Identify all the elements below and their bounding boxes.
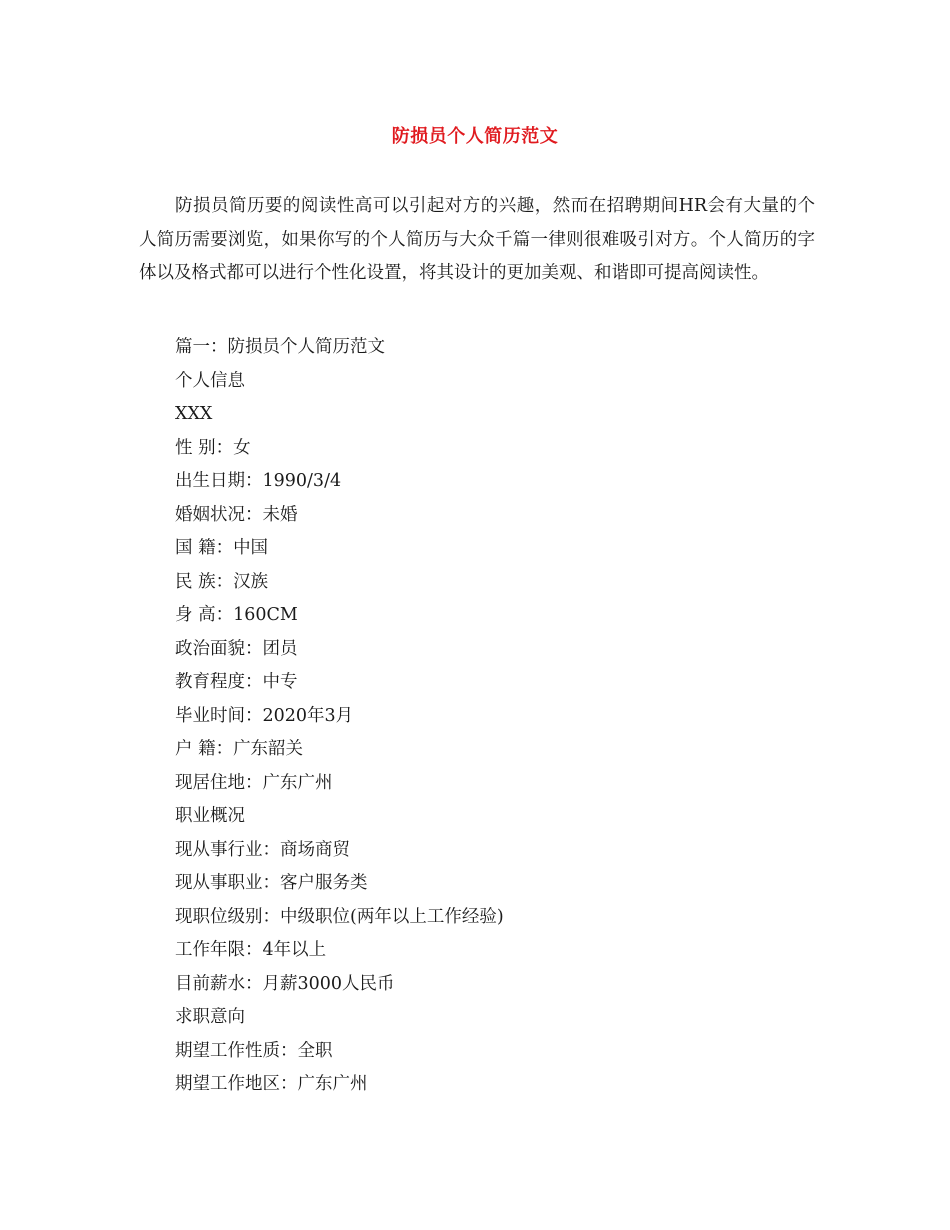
field-position-level: 现职位级别：中级职位(两年以上工作经验) bbox=[175, 906, 504, 927]
section-heading-career-overview: 职业概况 bbox=[175, 806, 245, 826]
field-nationality: 国 籍：中国 bbox=[175, 538, 269, 558]
field-household-registration: 户 籍：广东韶关 bbox=[175, 739, 304, 759]
resume-lines bbox=[175, 331, 504, 1102]
field-desired-job-type: 期望工作性质：全职 bbox=[175, 1040, 333, 1061]
field-current-residence: 现居住地：广东广州 bbox=[175, 772, 333, 793]
resume-name: XXX bbox=[175, 404, 213, 424]
section-heading-job-intention: 求职意向 bbox=[175, 1007, 245, 1027]
field-current-industry: 现从事行业：商场商贸 bbox=[175, 839, 350, 860]
field-current-occupation: 现从事职业：客户服务类 bbox=[175, 873, 368, 893]
field-education: 教育程度：中专 bbox=[175, 672, 298, 692]
field-gender: 性 别：女 bbox=[175, 437, 251, 458]
field-ethnicity: 民 族：汉族 bbox=[175, 571, 269, 592]
field-years-of-experience: 工作年限：4年以上 bbox=[175, 940, 327, 960]
field-height: 身 高：160CM bbox=[175, 605, 298, 625]
section-heading-personal-info: 个人信息 bbox=[175, 370, 245, 391]
field-political-status: 政治面貌：团员 bbox=[175, 638, 298, 659]
field-current-salary: 目前薪水：月薪3000人民币 bbox=[175, 973, 395, 994]
section-heading-article-one: 篇一：防损员个人简历范文 bbox=[175, 337, 385, 357]
document-title: 防损员个人简历范文 bbox=[391, 126, 559, 147]
field-graduation-date: 毕业时间：2020年3月 bbox=[175, 705, 354, 726]
intro-paragraph: 防损员简历要的阅读性高可以引起对方的兴趣，然而在招聘期间HR会有大量的个人简历需要浏览，如果你写的个人简历与大众千篇一律则很难吸引对方。个人简历的字体以及格式都可以进行个性化设置，将其设计的更加美观、和谐即可提高阅读性。 bbox=[139, 196, 815, 283]
field-marital-status: 婚姻状况：未婚 bbox=[175, 504, 298, 525]
field-birth-date: 出生日期：1990/3/4 bbox=[175, 471, 342, 491]
field-desired-work-location: 期望工作地区：广东广州 bbox=[175, 1074, 368, 1094]
